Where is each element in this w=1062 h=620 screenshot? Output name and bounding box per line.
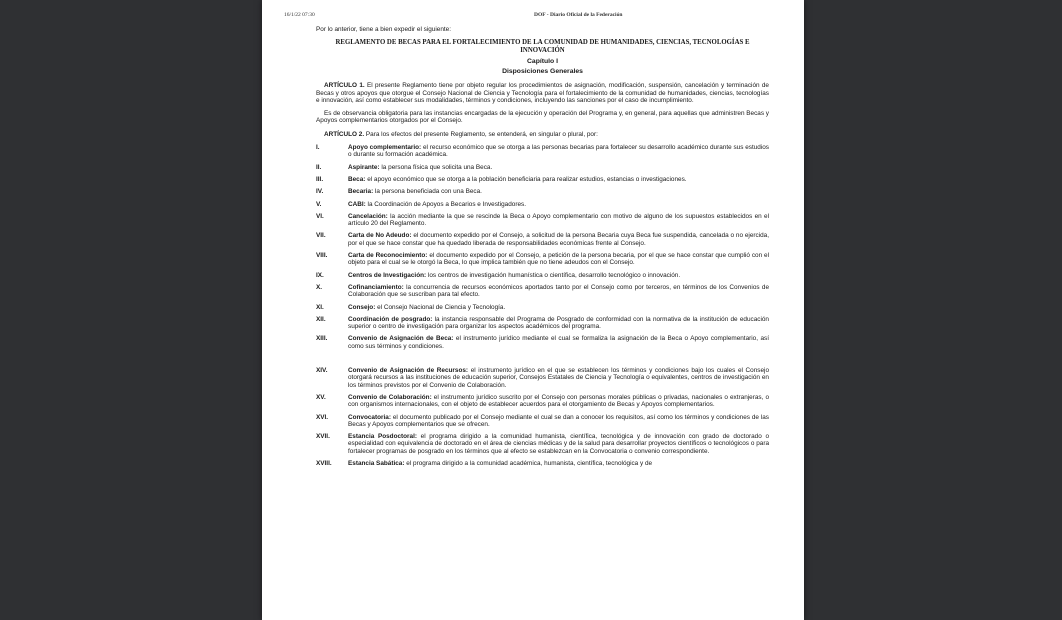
definition-body [348,316,769,331]
definition-item [316,316,769,331]
definition-item [316,304,769,311]
definition-text: el programa dirigido a la comunidad humanista, científica, tecnológica y de innovación con grado de doctorado o especialidad con equivalencia de doctorado en el área de ciencias médicas y de la salud para desarrollar proyectos científicos o tecnológicos o para fortalecer programas de posgrado en los términos que al efecto se establezcan en la Convocatoria o convenio correspondiente. [348,433,769,455]
definition-item [316,188,769,195]
definition-item [316,144,769,159]
definition-item [316,272,769,279]
section-gap [316,355,769,367]
definition-term: Centros de Investigación: [348,271,427,279]
document-body [316,26,769,472]
definition-text: el documento expedido por el Consejo, a solicitud de la persona Becaria cuya Beca fue suspendida, cancelada o no ejercida, por el que se hace constar que ha quedado liberada de responsabilidades económicas frente al Consejo. [348,232,769,247]
definition-text: el documento expedido por el Consejo, a petición de la persona becaria, por el que se hace constar que cumplió con el objeto para el cual se le otorgó la Beca, lo que implica también que no tiene adeudos con el Consejo. [348,252,770,267]
definition-body [348,188,769,195]
definition-body [348,284,769,299]
header-publication: DOF - Diario Oficial de la Federación [534,12,623,18]
definition-term: Cancelación: [348,212,388,220]
definition-body [348,144,769,159]
definition-body [348,213,769,228]
definition-numeral: XI. [316,303,324,311]
definition-body [348,433,769,455]
definition-body [348,232,769,247]
definition-numeral: I. [316,144,320,152]
article-2-text: Para los efectos del presente Reglamento, se entenderá, en singular o plural, por: [365,130,598,138]
definition-body [348,335,769,350]
definition-item [316,460,769,467]
definition-item [316,213,769,228]
definition-term: Convenio de Asignación de Beca: [348,335,454,343]
definition-numeral: IX. [316,271,324,279]
definitions-list [316,144,769,467]
header-timestamp: 16/1/22 07:30 [284,12,315,18]
definition-term: Convocatoria: [348,413,391,421]
definition-term: Becaria: [348,188,374,196]
definition-body [348,252,769,267]
definition-item [316,252,769,267]
definition-body [348,201,769,208]
definition-body [348,304,769,311]
definition-text: el apoyo económico que se otorga a la población beneficiaria para realizar estudios, estancias o investigaciones. [367,175,687,183]
document-page[interactable] [262,0,804,620]
definition-numeral: VI. [316,212,324,220]
article-1 [316,82,769,104]
article-1-text: El presente Reglamento tiene por objeto regular los procedimientos de asignación, modificación, suspensión, cancelación y terminación de Becas y otros apoyos que otorgue el Consejo Nacional de Ciencia y Tecnología para el fortalecimiento de la comunidad de humanidades, ciencias, tecnologías e innovación, así como establecer sus modalidades, términos y condiciones, incluyendo las sanciones por el caso de incumplimiento. [316,82,769,104]
definition-term: Carta de No Adeudo: [348,232,412,240]
definition-term: Estancia Sabática: [348,459,405,467]
definition-numeral: X. [316,283,323,291]
definition-item [316,232,769,247]
definition-text: la persona beneficiada con una Beca. [375,188,482,196]
definition-numeral: XV. [316,393,326,401]
definition-numeral: VIII. [316,252,328,260]
definition-numeral: III. [316,175,324,183]
definition-text: los centros de investigación humanística o científica, desarrollo tecnológico o innovación. [427,271,681,279]
definition-term: Apoyo complementario: [348,144,422,152]
definition-text: el documento publicado por el Consejo mediante el cual se dan a conocer los requisitos, así como los términos y condiciones de las Becas y Apoyos complementarios que se ofrecen. [348,413,769,428]
definition-numeral: XVII. [316,433,330,441]
definition-item [316,335,769,350]
definition-numeral: XVIII. [316,459,332,467]
definition-text: la persona física que solicita una Beca. [381,163,493,171]
definition-item [316,433,769,455]
definition-item [316,164,769,171]
definition-item [316,394,769,409]
intro-text: Por lo anterior, tiene a bien expedir el siguiente: [316,26,451,33]
definition-numeral: XIII. [316,335,328,343]
definition-item [316,176,769,183]
definition-term: Estancia Posdoctoral: [348,433,417,441]
definition-body [348,367,769,389]
definition-numeral: XII. [316,315,326,323]
regulation-title: REGLAMENTO DE BECAS PARA EL FORTALECIMIENTO DE LA COMUNIDAD DE HUMANIDADES, CIENCIAS, TECNOLOGÍAS E INNOVACIÓN [335,39,750,55]
definition-text: la acción mediante la que se rescinde la Beca o Apoyo complementario con motivo de alguno de los supuestos establecidos en el artículo 20 del Reglamento. [348,212,769,228]
definition-body [348,414,769,429]
definition-term: Convenio de Colaboración: [348,393,432,401]
page-header [284,12,780,22]
definition-body [348,394,769,409]
article-2-label: ARTÍCULO 2. [324,130,365,138]
definition-term: Cofinanciamiento: [348,283,404,291]
chapter-heading: Capítulo I [527,58,558,66]
definition-numeral: V. [316,200,322,208]
definition-numeral: IV. [316,188,324,196]
definition-text: el Consejo Nacional de Ciencia y Tecnología. [377,303,506,311]
definition-numeral: VII. [316,232,326,240]
definition-text: la instancia responsable del Programa de Posgrado de conformidad con la normativa de la institución de educación superior o centro de investigación para organizar los aspectos académicos del programa. [348,315,769,331]
definition-numeral: XVI. [316,413,329,421]
definition-term: Carta de Reconocimiento: [348,252,428,260]
definition-body [348,164,769,171]
article-1-label: ARTÍCULO 1. [324,82,365,90]
definition-item [316,201,769,208]
definition-term: Coordinación de posgrado: [348,315,433,323]
definition-body [348,272,769,279]
definition-text: el recurso económico que se otorga a las personas becarias para fortalecer su desarrollo académico durante sus estudios o durante su formación académica. [348,144,770,159]
chapter-subtitle: Disposiciones Generales [502,68,583,76]
definition-text: el instrumento jurídico en el que se establecen los términos y condiciones bajo los cuales el Consejo otorgará recursos a las instituciones de educación superior, Consejos Estatales de Ciencia y Tecnología o equivalentes, centros de investigación en los términos previstos por el Convenio de Colaboración. [348,367,770,389]
definition-text: la Coordinación de Apoyos a Becarios e Investigadores. [367,200,526,208]
definition-item [316,367,769,389]
definition-text: el instrumento jurídico suscrito por el Consejo con personas morales públicas o privadas, nacionales o extranjeras, o con organismos internacionales, con el objeto de establecer acuerdos para el otorgamiento de Becas y Apoyos complementarios. [348,393,770,409]
definition-term: Beca: [348,175,366,183]
article-2 [316,131,769,138]
definition-numeral: XIV. [316,367,328,375]
definition-numeral: II. [316,163,322,171]
definition-text: la concurrencia de recursos económicos aportados tanto por el Consejo como por terceros, en términos de los Convenios de Colaboración que se suscriban para tal efecto. [348,283,769,299]
definition-text: el programa dirigido a la comunidad académica, humanista, científica, tecnológica y de [406,459,653,467]
definition-item [316,284,769,299]
definition-term: Aspirante: [348,163,380,171]
definition-term: Convenio de Asignación de Recursos: [348,367,469,375]
definition-text: el instrumento jurídico mediante el cual se formaliza la asignación de la Beca o Apoyo complementario, así como sus términos y condiciones. [348,335,769,350]
definition-item [316,414,769,429]
definition-body [348,176,769,183]
definition-term: CABI: [348,200,366,208]
definition-term: Consejo: [348,303,376,311]
article-1-paragraph-2: Es de observancia obligatoria para las instancias encargadas de la ejecución y operación del Programa y, en general, para aquellas que administren Becas y Apoyos complementarios otorgados por el Consejo. [316,110,770,125]
definition-body [348,460,769,467]
